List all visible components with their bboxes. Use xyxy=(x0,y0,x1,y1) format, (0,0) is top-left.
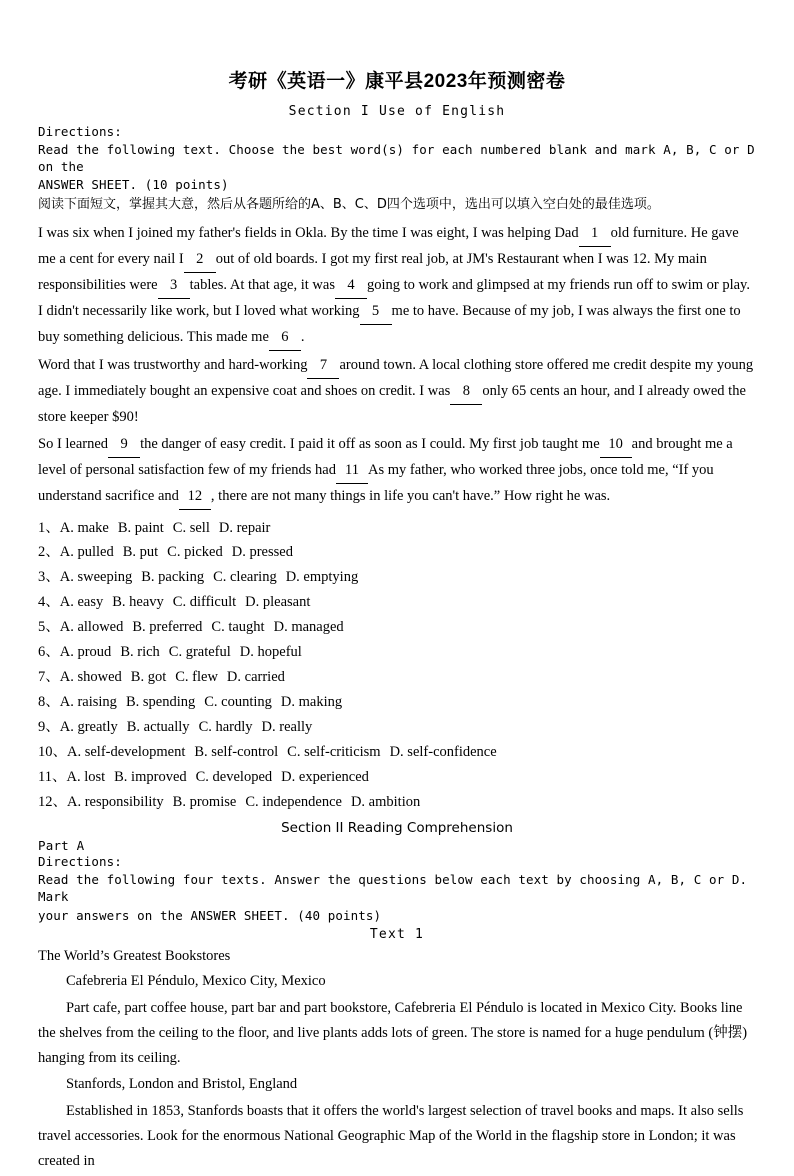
question-2-number: 2、 xyxy=(38,544,60,561)
question-5-option-d[interactable]: D. managed xyxy=(273,619,344,636)
blank-12: 12 xyxy=(179,484,211,510)
question-8-option-d[interactable]: D. making xyxy=(280,694,343,711)
question-8-option-a[interactable]: A. raising xyxy=(59,694,117,711)
question-11-option-d[interactable]: D. experienced xyxy=(281,768,369,785)
cloze-paragraph-3 xyxy=(38,432,756,510)
blank-8: 8 xyxy=(450,379,482,405)
question-3 xyxy=(38,565,756,590)
question-6-option-d[interactable]: D. hopeful xyxy=(239,644,302,661)
section-1-directions-chinese: 阅读下面短文，掌握其大意，然后从各题所给的A、B、C、D四个选项中，选出可以填入空白处的最佳选项。 xyxy=(38,196,660,212)
question-10 xyxy=(38,740,756,765)
question-9-option-c[interactable]: C. hardly xyxy=(198,719,253,735)
question-2 xyxy=(38,540,756,565)
question-10-option-d[interactable]: D. self-confidence xyxy=(389,743,497,760)
blank-6: 6 xyxy=(269,325,301,351)
question-11 xyxy=(38,765,756,790)
question-2-option-d[interactable]: D. pressed xyxy=(231,544,293,561)
para1-seg-2: out of old boards. I got my first real job, at JM's Restaurant when I was 12. My main responsibilities were xyxy=(38,251,707,294)
question-12 xyxy=(38,790,756,815)
question-10-option-a[interactable]: A. self-development xyxy=(67,743,186,760)
para1-seg-6: . xyxy=(300,328,305,345)
blank-2: 2 xyxy=(184,247,216,273)
question-8-number: 8、 xyxy=(38,694,60,711)
question-4 xyxy=(38,590,756,615)
para1-seg-4: going to work and glimpsed at my friends run off to swim or play. I didn't necessarily like work, but I loved what working xyxy=(38,277,750,319)
para2-seg-0: Word that I was trustworthy and hard-working xyxy=(38,356,308,373)
question-3-option-a[interactable]: A. sweeping xyxy=(59,569,133,586)
question-4-option-a[interactable]: A. easy xyxy=(59,594,104,611)
question-9 xyxy=(38,715,756,740)
question-5-option-a[interactable]: A. allowed xyxy=(59,619,124,636)
question-7-option-a[interactable]: A. showed xyxy=(59,669,122,686)
question-10-option-c[interactable]: C. self-criticism xyxy=(287,743,381,760)
question-7-number: 7、 xyxy=(38,669,60,686)
section-1-directions-line-2: ANSWER SHEET. (10 points) xyxy=(38,177,229,193)
question-6-option-c[interactable]: C. grateful xyxy=(168,644,231,661)
cloze-paragraph-1 xyxy=(38,221,756,351)
para1-seg-1: old furniture. He gave me a cent for every nail I xyxy=(38,225,739,268)
question-3-option-b[interactable]: B. packing xyxy=(141,569,205,586)
text-1-label: Text 1 xyxy=(369,926,425,942)
section-2-heading: Section II Reading Comprehension xyxy=(281,819,513,836)
bookstore-body-2: Established in 1853, Stanfords boasts that it offers the world's largest selection of travel books and maps. It also sells travel accessories. Look for the enormous National Geographic Map of the World in the flagship store in London; it was created in xyxy=(38,1103,744,1170)
section-2-directions-line-1: Read the following four texts. Answer the questions below each text by choosing A, B, C or D. Mark xyxy=(38,872,748,905)
article-title: The World’s Greatest Bookstores xyxy=(38,947,231,964)
question-5 xyxy=(38,615,756,640)
question-12-option-a[interactable]: A. responsibility xyxy=(67,793,164,810)
question-7-option-c[interactable]: C. flew xyxy=(175,669,218,686)
question-6-number: 6、 xyxy=(38,644,60,661)
para1-seg-3: tables. At that age, it was xyxy=(189,277,335,294)
question-12-option-d[interactable]: D. ambition xyxy=(350,793,421,810)
question-1-option-d[interactable]: D. repair xyxy=(218,519,271,536)
question-4-option-d[interactable]: D. pleasant xyxy=(245,594,311,611)
question-1-option-b[interactable]: B. paint xyxy=(117,519,164,536)
bookstore-heading-2: Stanfords, London and Bristol, England xyxy=(66,1076,298,1093)
para3-seg-4: , there are not many things in life you can't have.” How right he was. xyxy=(210,487,611,504)
blank-1: 1 xyxy=(579,221,611,247)
section-2-directions-label: Directions: xyxy=(38,853,122,869)
question-5-option-b[interactable]: B. preferred xyxy=(132,619,203,636)
question-10-number: 10、 xyxy=(38,743,67,760)
para3-seg-3: As my father, who worked three jobs, once told me, “If you understand sacrifice and xyxy=(38,461,714,504)
question-9-option-b[interactable]: B. actually xyxy=(126,719,190,735)
question-1-option-a[interactable]: A. make xyxy=(59,519,109,536)
question-2-option-a[interactable]: A. pulled xyxy=(59,544,114,561)
question-6 xyxy=(38,640,756,665)
question-4-option-c[interactable]: C. difficult xyxy=(172,594,237,611)
question-3-option-d[interactable]: D. emptying xyxy=(285,569,359,586)
section-2-part-label: Part A xyxy=(38,837,85,853)
question-12-option-b[interactable]: B. promise xyxy=(172,793,237,810)
cloze-paragraph-2 xyxy=(38,353,756,430)
section-1-heading: Section I Use of English xyxy=(288,103,506,119)
question-8 xyxy=(38,690,756,715)
question-6-option-b[interactable]: B. rich xyxy=(120,644,160,661)
blank-5: 5 xyxy=(360,299,392,325)
section-1-directions-label: Directions: xyxy=(38,123,122,139)
bookstore-body-1: Part cafe, part coffee house, part bar and part bookstore, Cafebreria El Péndulo is located in Mexico City. Books line the shelves from the ceiling to the floor, and live plants adds lots of green. The store is named for a huge pendulum (钟摆) hanging from its ceiling. xyxy=(38,999,748,1066)
section-2-directions-line-2: your answers on the ANSWER SHEET. (40 points) xyxy=(38,907,382,923)
question-1-option-c[interactable]: C. sell xyxy=(172,519,210,536)
blank-11: 11 xyxy=(336,458,368,484)
question-12-option-c[interactable]: C. independence xyxy=(245,793,342,810)
question-6-option-a[interactable]: A. proud xyxy=(59,644,112,661)
question-11-number: 11、 xyxy=(38,768,67,785)
question-9-option-a[interactable]: A. greatly xyxy=(59,719,118,735)
para1-seg-5: me to have. Because of my job, I was always the first one to buy something delicious. This made me xyxy=(38,303,741,345)
blank-4: 4 xyxy=(335,273,367,299)
document-content xyxy=(38,70,756,1176)
para1-seg-0: I was six when I joined my father's fields in Okla. By the time I was eight, I was helping Dad xyxy=(38,225,579,242)
blank-10: 10 xyxy=(600,432,632,458)
question-9-number: 9、 xyxy=(38,719,60,735)
question-8-option-c[interactable]: C. counting xyxy=(204,694,272,711)
question-12-number: 12、 xyxy=(38,793,67,810)
para2-seg-1: around town. A local clothing store offered me credit despite my young age. I immediately bought an expensive coat and shoes on credit. I was xyxy=(38,356,754,399)
blank-9: 9 xyxy=(108,432,140,458)
question-7-option-b[interactable]: B. got xyxy=(130,669,167,686)
question-1 xyxy=(38,516,756,541)
question-5-option-c[interactable]: C. taught xyxy=(211,619,265,636)
page-title: 考研《英语一》康平县2023年预测密卷 xyxy=(228,71,566,92)
question-4-number: 4、 xyxy=(38,594,60,611)
question-2-option-c[interactable]: C. picked xyxy=(167,544,223,561)
question-8-option-b[interactable]: B. spending xyxy=(125,694,196,711)
question-2-option-b[interactable]: B. put xyxy=(122,544,159,561)
question-7 xyxy=(38,665,756,690)
section-1-directions-line-1: Read the following text. Choose the best word(s) for each numbered blank and mark A, B, C or D on the xyxy=(38,141,755,175)
question-7-option-d[interactable]: D. carried xyxy=(226,669,285,686)
para3-seg-0: So I learned xyxy=(38,435,109,452)
question-5-number: 5、 xyxy=(38,619,60,636)
question-10-option-b[interactable]: B. self-control xyxy=(194,743,279,760)
blank-3: 3 xyxy=(158,273,190,299)
para2-seg-2: only 65 cents an hour, and I already owed the store keeper $90! xyxy=(38,382,746,425)
bookstore-heading-1: Cafebreria El Péndulo, Mexico City, Mexico xyxy=(66,972,326,989)
para3-seg-2: and brought me a level of personal satisfaction few of my friends had xyxy=(38,435,733,478)
question-9-option-d[interactable]: D. really xyxy=(261,719,313,735)
question-11-option-a[interactable]: A. lost xyxy=(66,768,106,785)
question-4-option-b[interactable]: B. heavy xyxy=(112,594,164,611)
question-11-option-c[interactable]: C. developed xyxy=(195,768,273,785)
para3-seg-1: the danger of easy credit. I paid it off as soon as I could. My first job taught me xyxy=(140,435,600,452)
question-3-number: 3、 xyxy=(38,569,60,586)
question-11-option-b[interactable]: B. improved xyxy=(114,768,187,785)
question-1-number: 1、 xyxy=(38,519,60,536)
blank-7: 7 xyxy=(307,353,339,379)
question-3-option-c[interactable]: C. clearing xyxy=(213,569,277,586)
